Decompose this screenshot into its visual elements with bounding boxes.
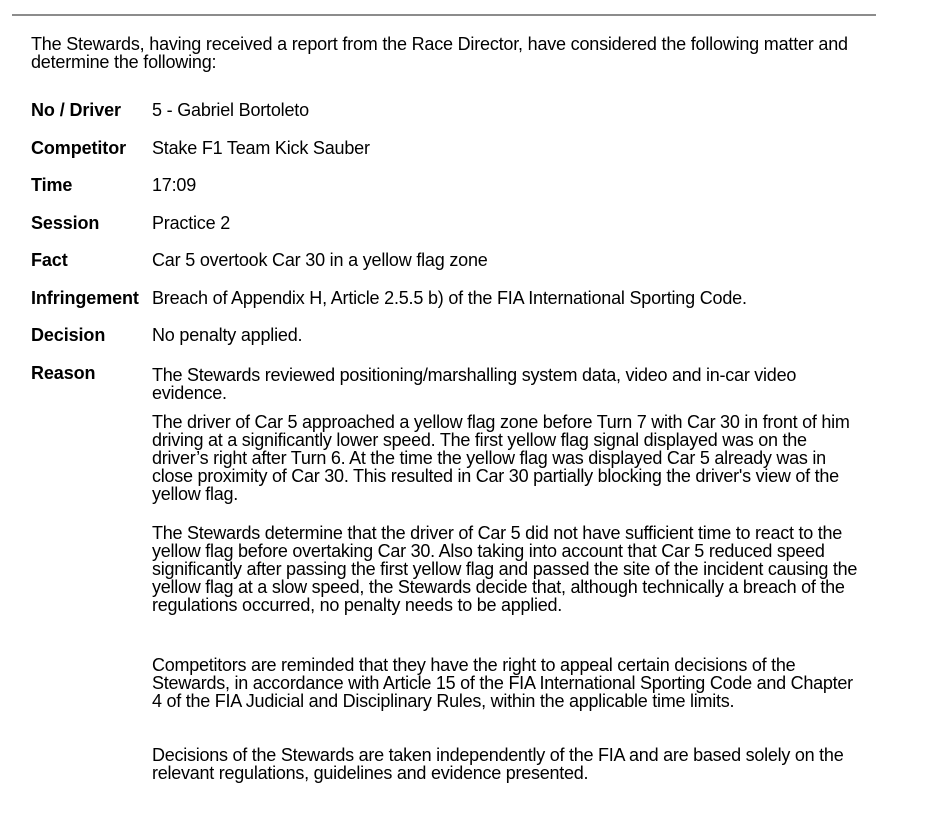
field-value: Stake F1 Team Kick Sauber xyxy=(152,138,370,158)
field-label: Competitor xyxy=(31,138,126,158)
reason-paragraph: The Stewards determine that the driver of Car 5 did not have sufficient time to react to the yellow flag before overtaking Car 30. Also taking into account that Car 5 reduced speed significantly after passing the first yellow flag and passed the site of the incident causing the yellow flag at a slow speed, the Stewards decide that, although technically a breach of the regulations occurred, no penalty needs to be applied. xyxy=(152,523,858,615)
reason-paragraph: The Stewards reviewed positioning/marshalling system data, video and in-car video evidence. xyxy=(152,365,797,403)
field-value: Car 5 overtook Car 30 in a yellow flag zone xyxy=(152,250,488,270)
field-label: Time xyxy=(31,175,73,195)
field-value: 5 - Gabriel Bortoleto xyxy=(152,100,309,120)
field-label: Session xyxy=(31,213,100,233)
intro-text: The Stewards, having received a report from the Race Director, have considered the following matter and determine the following: xyxy=(31,34,848,72)
field-label: Infringement xyxy=(31,288,139,308)
appeal-notice: Competitors are reminded that they have the right to appeal certain decisions of the Stewards, in accordance with Article 15 of the FIA International Sporting Code and Chapter 4 of the FIA Judicial and Disciplinary Rules, within the applicable time limits. xyxy=(152,655,853,711)
independence-note: Decisions of the Stewards are taken independently of the FIA and are based solely on the relevant regulations, guidelines and evidence presented. xyxy=(152,745,844,783)
reason-paragraph: The driver of Car 5 approached a yellow flag zone before Turn 7 with Car 30 in front of him driving at a significantly lower speed. The first yellow flag signal displayed was on the driver’s right after Turn 6. At the time the yellow flag was displayed Car 5 already was in close proximity of Car 30. This resulted in Car 30 partially blocking the driver's view of the yellow flag. xyxy=(152,412,850,504)
field-label: No / Driver xyxy=(31,100,121,120)
field-value: Breach of Appendix H, Article 2.5.5 b) of the FIA International Sporting Code. xyxy=(152,288,747,308)
field-label: Fact xyxy=(31,250,68,270)
field-label: Reason xyxy=(31,363,96,383)
field-label: Decision xyxy=(31,325,106,345)
field-value: Practice 2 xyxy=(152,213,231,233)
header-divider xyxy=(12,14,876,16)
field-value: No penalty applied. xyxy=(152,325,303,345)
field-value: 17:09 xyxy=(152,175,197,195)
